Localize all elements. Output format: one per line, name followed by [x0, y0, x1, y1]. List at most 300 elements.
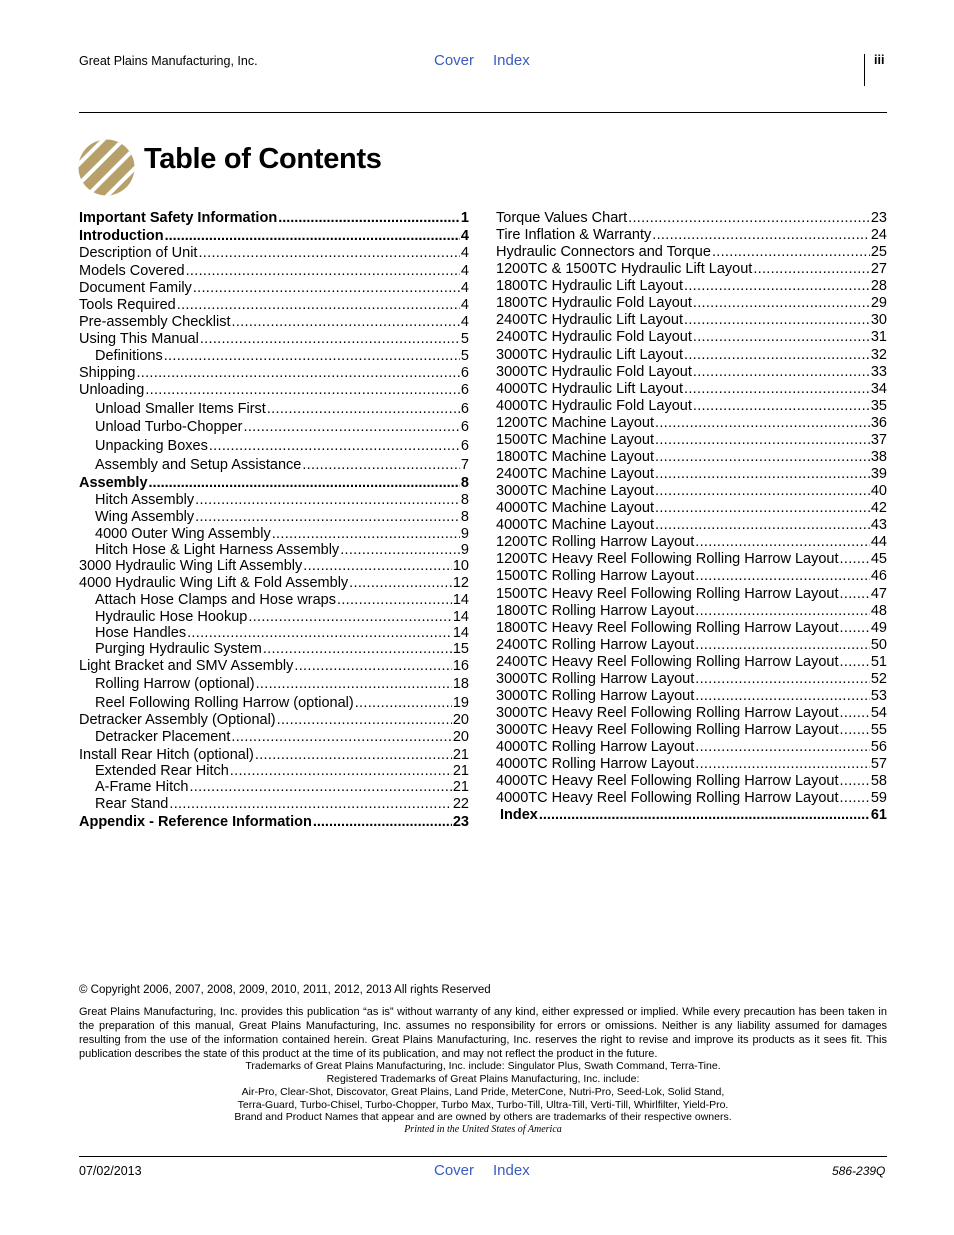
- toc-entry[interactable]: [79, 263, 469, 280]
- toc-entry[interactable]: [95, 542, 469, 559]
- toc-entry[interactable]: [496, 381, 887, 398]
- toc-entry[interactable]: [79, 712, 469, 729]
- toc-leader-dots: [263, 641, 452, 658]
- toc-entry-label: Models Covered: [79, 263, 185, 279]
- toc-entry[interactable]: [79, 814, 469, 831]
- toc-entry-page: 6: [460, 438, 469, 454]
- toc-entry-label: Unload Turbo-Chopper: [95, 419, 243, 435]
- toc-entry-page: 4: [460, 245, 469, 261]
- toc-leader-dots: [255, 747, 452, 764]
- toc-leader-dots: [294, 658, 451, 675]
- header-company-name: Great Plains Manufacturing, Inc.: [79, 54, 258, 68]
- toc-entry-page: 8: [460, 509, 469, 525]
- toc-leader-dots: [695, 671, 870, 688]
- toc-leader-dots: [340, 542, 460, 559]
- toc-entry[interactable]: [95, 457, 469, 474]
- toc-entry-label: 3000TC Hydraulic Fold Layout: [496, 364, 692, 380]
- toc-entry[interactable]: [79, 382, 469, 399]
- toc-entry-page: 18: [452, 676, 469, 692]
- toc-entry[interactable]: [79, 575, 469, 592]
- toc-leader-dots: [277, 712, 452, 729]
- toc-entry-page: 21: [452, 779, 469, 795]
- toc-leader-dots: [303, 558, 452, 575]
- toc-leader-dots: [189, 779, 451, 796]
- toc-leader-dots: [693, 398, 870, 415]
- toc-leader-dots: [695, 534, 870, 551]
- toc-leader-dots: [840, 773, 870, 790]
- toc-entry-label: Using This Manual: [79, 331, 199, 347]
- toc-entry[interactable]: [496, 722, 887, 739]
- toc-entry[interactable]: [496, 415, 887, 432]
- trademarks-line: Trademarks of Great Plains Manufacturing, Inc. include: Singulator Plus, Swath Command, Terra-Tine.: [245, 1060, 721, 1072]
- toc-entry[interactable]: [496, 620, 887, 637]
- toc-entry-page: 15: [452, 641, 469, 657]
- toc-entry-page: 36: [870, 415, 887, 431]
- toc-entry[interactable]: [95, 592, 469, 609]
- toc-entry-page: 27: [870, 261, 887, 277]
- toc-entry[interactable]: [79, 314, 469, 331]
- header-divider: [864, 54, 865, 86]
- toc-entry-label: Description of Unit: [79, 245, 198, 261]
- toc-entry[interactable]: [95, 419, 469, 436]
- toc-entry[interactable]: [496, 295, 887, 312]
- toc-entry-page: 14: [452, 592, 469, 608]
- toc-entry[interactable]: [95, 796, 469, 813]
- toc-entry-label: 1800TC Hydraulic Lift Layout: [496, 278, 683, 294]
- toc-leader-dots: [248, 609, 452, 626]
- toc-leader-dots: [693, 329, 870, 346]
- toc-leader-dots: [840, 705, 870, 722]
- toc-entry[interactable]: [496, 773, 887, 790]
- toc-entry-page: 34: [870, 381, 887, 397]
- toc-leader-dots: [186, 263, 460, 280]
- toc-entry[interactable]: [95, 695, 469, 712]
- toc-entry-page: 47: [870, 586, 887, 602]
- toc-entry-page: 53: [870, 688, 887, 704]
- toc-entry[interactable]: [500, 807, 887, 824]
- toc-entry-page: 7: [460, 457, 469, 473]
- toc-leader-dots: [655, 449, 870, 466]
- toc-entry-page: 59: [870, 790, 887, 806]
- toc-entry-label: 1500TC Machine Layout: [496, 432, 654, 448]
- toc-leader-dots: [136, 365, 459, 382]
- toc-leader-dots: [753, 261, 870, 278]
- toc-entry-page: 6: [460, 419, 469, 435]
- toc-entry[interactable]: [95, 401, 469, 418]
- toc-entry[interactable]: [95, 492, 469, 509]
- toc-entry-page: 51: [870, 654, 887, 670]
- toc-leader-dots: [177, 297, 460, 314]
- toc-entry-label: Assembly: [79, 475, 148, 491]
- toc-entry-label: Unloading: [79, 382, 145, 398]
- toc-entry-label: 4000TC Hydraulic Lift Layout: [496, 381, 683, 397]
- toc-entry-page: 20: [452, 729, 469, 745]
- toc-entry-page: 35: [870, 398, 887, 414]
- toc-entry-label: Shipping: [79, 365, 136, 381]
- toc-leader-dots: [230, 763, 452, 780]
- toc-entry-page: 9: [460, 542, 469, 558]
- toc-entry[interactable]: [79, 331, 469, 348]
- toc-entry-label: 2400TC Heavy Reel Following Rolling Harrow Layout: [496, 654, 839, 670]
- toc-leader-dots: [302, 457, 460, 474]
- toc-leader-dots: [695, 568, 870, 585]
- toc-entry-page: 4: [460, 314, 469, 330]
- toc-entry-label: 1800TC Machine Layout: [496, 449, 654, 465]
- toc-entry-label: 4000TC Hydraulic Fold Layout: [496, 398, 692, 414]
- toc-entry-label: Torque Values Chart: [496, 210, 628, 226]
- toc-entry[interactable]: [496, 603, 887, 620]
- toc-entry-label: Hydraulic Hose Hookup: [95, 609, 248, 625]
- toc-entry-page: 50: [870, 637, 887, 653]
- toc-entry[interactable]: [79, 245, 469, 262]
- toc-leader-dots: [149, 475, 460, 492]
- toc-entry-label: 4000TC Heavy Reel Following Rolling Harrow Layout: [496, 790, 839, 806]
- toc-entry-label: 2400TC Hydraulic Lift Layout: [496, 312, 683, 328]
- toc-entry[interactable]: [95, 763, 469, 780]
- toc-entry-page: 10: [452, 558, 469, 574]
- brand-names-line: Brand and Product Names that appear and are owned by others are trademarks of their respective owners.: [234, 1111, 732, 1123]
- header-rule: [79, 112, 887, 113]
- toc-entry-page: 33: [870, 364, 887, 380]
- toc-entry-page: 30: [870, 312, 887, 328]
- toc-entry[interactable]: [496, 790, 887, 807]
- header-index-link[interactable]: Index: [493, 52, 530, 69]
- toc-entry[interactable]: [95, 609, 469, 626]
- toc-leader-dots: [684, 381, 870, 398]
- toc-entry-label: Hitch Assembly: [95, 492, 195, 508]
- toc-entry-label: 2400TC Rolling Harrow Layout: [496, 637, 695, 653]
- toc-leader-dots: [272, 526, 460, 543]
- page-number: iii: [874, 53, 885, 67]
- toc-entry[interactable]: [496, 637, 887, 654]
- toc-entry[interactable]: [496, 398, 887, 415]
- toc-entry-label: Detracker Placement: [95, 729, 231, 745]
- registered-list-line-1: Air-Pro, Clear-Shot, Discovator, Great Plains, Land Pride, MeterCone, Nutri-Pro, Seed-Lok, Solid Stand,: [241, 1086, 725, 1098]
- toc-entry-label: 3000 Hydraulic Wing Lift Assembly: [79, 558, 303, 574]
- footer-index-link[interactable]: Index: [493, 1162, 530, 1179]
- toc-entry-label: 4000TC Heavy Reel Following Rolling Harrow Layout: [496, 773, 839, 789]
- toc-entry-label: Hitch Hose & Light Harness Assembly: [95, 542, 340, 558]
- toc-entry-page: 12: [452, 575, 469, 591]
- toc-entry[interactable]: [496, 227, 887, 244]
- toc-entry-page: 14: [452, 609, 469, 625]
- toc-leader-dots: [165, 228, 460, 245]
- toc-entry-label: 1800TC Rolling Harrow Layout: [496, 603, 695, 619]
- toc-entry-label: 1200TC & 1500TC Hydraulic Lift Layout: [496, 261, 753, 277]
- toc-entry[interactable]: [496, 210, 887, 227]
- toc-entry[interactable]: [496, 517, 887, 534]
- toc-entry-page: 61: [870, 807, 887, 823]
- toc-leader-dots: [193, 280, 460, 297]
- toc-entry-label: Rolling Harrow (optional): [95, 676, 255, 692]
- toc-entry-label: 1200TC Machine Layout: [496, 415, 654, 431]
- toc-leader-dots: [840, 790, 870, 807]
- toc-entry-page: 38: [870, 449, 887, 465]
- toc-entry-page: 43: [870, 517, 887, 533]
- toc-entry-label: Tire Inflation & Warranty: [496, 227, 652, 243]
- toc-entry[interactable]: [79, 297, 469, 314]
- toc-leader-dots: [655, 432, 870, 449]
- toc-entry[interactable]: [95, 509, 469, 526]
- toc-entry[interactable]: [496, 500, 887, 517]
- toc-leader-dots: [655, 415, 870, 432]
- toc-entry[interactable]: [496, 551, 887, 568]
- toc-entry[interactable]: [496, 466, 887, 483]
- toc-entry[interactable]: [496, 586, 887, 603]
- toc-entry-label: Introduction: [79, 228, 164, 244]
- toc-entry-label: Important Safety Information: [79, 210, 278, 226]
- toc-leader-dots: [840, 551, 870, 568]
- toc-entry[interactable]: [95, 348, 469, 365]
- toc-entry-page: 54: [870, 705, 887, 721]
- toc-entry-page: 4: [460, 280, 469, 296]
- toc-entry-page: 45: [870, 551, 887, 567]
- toc-entry-page: 25: [870, 244, 887, 260]
- toc-leader-dots: [695, 739, 870, 756]
- toc-entry-page: 57: [870, 756, 887, 772]
- toc-entry[interactable]: [79, 365, 469, 382]
- toc-entry-page: 4: [460, 263, 469, 279]
- toc-entry-label: Install Rear Hitch (optional): [79, 747, 254, 763]
- toc-entry-page: 1: [460, 210, 469, 226]
- toc-entry[interactable]: [496, 534, 887, 551]
- toc-entry-page: 8: [460, 492, 469, 508]
- toc-entry-page: 4: [460, 228, 469, 244]
- toc-entry-label: Pre-assembly Checklist: [79, 314, 231, 330]
- toc-leader-dots: [655, 517, 870, 534]
- toc-entry-label: Extended Rear Hitch: [95, 763, 229, 779]
- toc-leader-dots: [840, 722, 870, 739]
- toc-entry[interactable]: [496, 654, 887, 671]
- toc-leader-dots: [684, 347, 870, 364]
- toc-entry-label: 1800TC Hydraulic Fold Layout: [496, 295, 692, 311]
- legal-disclaimer: Great Plains Manufacturing, Inc. provides this publication “as is” without warranty of any kind, either expressed or implied. While every precaution has been taken in the preparation of this manual, Great Plains Manufacturing, Inc. assumes no responsibility for errors or omissions. Neither is any liability assumed for damages resulting from the use of the information contained herein. Great Plains Manufacturing, Inc. reserves the right to revise and improve its products as it sees fit. This publication describes the state of this product at the time of its publication, and may not reflect the product in the future.: [79, 1006, 887, 1060]
- toc-entry-label: 1200TC Heavy Reel Following Rolling Harrow Layout: [496, 551, 839, 567]
- toc-entry-page: 6: [460, 365, 469, 381]
- toc-entry-page: 58: [870, 773, 887, 789]
- toc-leader-dots: [840, 620, 870, 637]
- toc-leader-dots: [840, 654, 870, 671]
- toc-leader-dots: [695, 688, 870, 705]
- toc-leader-dots: [712, 244, 870, 261]
- toc-entry-label: 1800TC Heavy Reel Following Rolling Harrow Layout: [496, 620, 839, 636]
- registered-trademarks-line: Registered Trademarks of Great Plains Manufacturing, Inc. include:: [326, 1073, 640, 1085]
- toc-leader-dots: [337, 592, 452, 609]
- toc-leader-dots: [840, 586, 870, 603]
- toc-entry[interactable]: [496, 568, 887, 585]
- toc-entry-page: 22: [452, 796, 469, 812]
- toc-entry-label: 4000TC Machine Layout: [496, 517, 654, 533]
- toc-entry-label: A-Frame Hitch: [95, 779, 189, 795]
- toc-entry[interactable]: [496, 756, 887, 773]
- toc-entry-label: Appendix - Reference Information: [79, 814, 312, 830]
- toc-entry-label: 2400TC Hydraulic Fold Layout: [496, 329, 692, 345]
- toc-entry-label: 4000TC Rolling Harrow Layout: [496, 756, 695, 772]
- toc-entry-page: 5: [460, 331, 469, 347]
- toc-entry[interactable]: [496, 329, 887, 346]
- toc-leader-dots: [267, 401, 460, 418]
- toc-entry[interactable]: [496, 739, 887, 756]
- toc-entry-label: Purging Hydraulic System: [95, 641, 262, 657]
- toc-leader-dots: [539, 807, 870, 824]
- toc-leader-dots: [169, 796, 452, 813]
- toc-entry-page: 24: [870, 227, 887, 243]
- toc-entry[interactable]: [79, 280, 469, 297]
- toc-entry[interactable]: [496, 432, 887, 449]
- footer-date: 07/02/2013: [79, 1164, 142, 1178]
- toc-entry-label: 4000TC Machine Layout: [496, 500, 654, 516]
- toc-entry-page: 31: [870, 329, 887, 345]
- toc-entry-label: Rear Stand: [95, 796, 169, 812]
- toc-entry[interactable]: [95, 438, 469, 455]
- toc-entry[interactable]: [95, 779, 469, 796]
- document-code: 586-239Q: [832, 1164, 886, 1178]
- toc-entry-page: 8: [460, 475, 469, 491]
- toc-entry-page: 42: [870, 500, 887, 516]
- toc-entry-label: Assembly and Setup Assistance: [95, 457, 302, 473]
- toc-entry-label: Tools Required: [79, 297, 176, 313]
- toc-leader-dots: [684, 278, 870, 295]
- toc-entry-label: 1500TC Heavy Reel Following Rolling Harrow Layout: [496, 586, 839, 602]
- toc-entry-label: Unload Smaller Items First: [95, 401, 266, 417]
- toc-entry-page: 5: [460, 348, 469, 364]
- toc-leader-dots: [628, 210, 870, 227]
- toc-entry[interactable]: [496, 278, 887, 295]
- toc-entry-label: 4000TC Rolling Harrow Layout: [496, 739, 695, 755]
- toc-entry-page: 6: [460, 401, 469, 417]
- toc-entry[interactable]: [496, 483, 887, 500]
- footer-cover-link[interactable]: Cover: [434, 1162, 475, 1179]
- toc-entry-label: Definitions: [95, 348, 163, 364]
- toc-entry[interactable]: [79, 747, 469, 764]
- printed-in-line: Printed in the United States of America: [404, 1124, 562, 1135]
- registered-list-line-2: Terra-Guard, Turbo-Chisel, Turbo-Chopper, Turbo Max, Turbo-Till, Ultra-Till, Verti-Till, Whirlfilter, Yield-Pro.: [237, 1099, 729, 1111]
- toc-entry[interactable]: [95, 729, 469, 746]
- toc-entry[interactable]: [496, 244, 887, 261]
- toc-leader-dots: [145, 382, 460, 399]
- toc-entry-label: Index: [500, 807, 538, 823]
- toc-entry-label: Hose Handles: [95, 625, 187, 641]
- toc-entry-page: 48: [870, 603, 887, 619]
- toc-leader-dots: [195, 492, 460, 509]
- toc-entry-page: 9: [460, 526, 469, 542]
- toc-entry[interactable]: [496, 449, 887, 466]
- toc-entry-page: 49: [870, 620, 887, 636]
- toc-entry[interactable]: [79, 658, 469, 675]
- toc-leader-dots: [349, 575, 452, 592]
- toc-entry-label: Unpacking Boxes: [95, 438, 208, 454]
- page-title: Table of Contents: [144, 143, 382, 175]
- toc-entry-page: 19: [452, 695, 469, 711]
- toc-entry-label: 1500TC Rolling Harrow Layout: [496, 568, 695, 584]
- toc-leader-dots: [244, 419, 460, 436]
- toc-entry-label: Wing Assembly: [95, 509, 195, 525]
- toc-entry[interactable]: [496, 261, 887, 278]
- toc-leader-dots: [355, 695, 452, 712]
- toc-leader-dots: [232, 314, 460, 331]
- toc-leader-dots: [164, 348, 460, 365]
- toc-entry-page: 32: [870, 347, 887, 363]
- toc-entry-page: 29: [870, 295, 887, 311]
- toc-entry[interactable]: [79, 475, 469, 492]
- toc-entry-page: 39: [870, 466, 887, 482]
- toc-entry[interactable]: [496, 705, 887, 722]
- toc-entry-page: 6: [460, 382, 469, 398]
- toc-entry-page: 14: [452, 625, 469, 641]
- toc-entry-label: 3000TC Machine Layout: [496, 483, 654, 499]
- copyright-notice: © Copyright 2006, 2007, 2008, 2009, 2010, 2011, 2012, 2013 All rights Reserved: [79, 984, 491, 996]
- toc-entry-label: Attach Hose Clamps and Hose wraps: [95, 592, 336, 608]
- toc-leader-dots: [195, 509, 460, 526]
- toc-entry[interactable]: [95, 676, 469, 693]
- toc-entry[interactable]: [496, 688, 887, 705]
- toc-leader-dots: [209, 438, 460, 455]
- great-plains-logo-icon: [78, 139, 135, 196]
- toc-entry[interactable]: [79, 558, 469, 575]
- toc-entry-label: Detracker Assembly (Optional): [79, 712, 276, 728]
- toc-leader-dots: [655, 500, 870, 517]
- toc-entry-label: 3000TC Rolling Harrow Layout: [496, 688, 695, 704]
- toc-entry-label: 2400TC Machine Layout: [496, 466, 654, 482]
- toc-entry-label: Hydraulic Connectors and Torque: [496, 244, 711, 260]
- toc-entry-page: 23: [870, 210, 887, 226]
- toc-entry-page: 21: [452, 747, 469, 763]
- toc-entry[interactable]: [496, 347, 887, 364]
- toc-leader-dots: [200, 331, 460, 348]
- toc-entry-page: 56: [870, 739, 887, 755]
- toc-leader-dots: [278, 210, 460, 227]
- toc-leader-dots: [187, 625, 452, 642]
- toc-entry[interactable]: [79, 228, 469, 245]
- toc-entry-label: 3000TC Heavy Reel Following Rolling Harrow Layout: [496, 705, 839, 721]
- toc-entry-page: 46: [870, 568, 887, 584]
- toc-entry-page: 21: [452, 763, 469, 779]
- toc-entry[interactable]: [95, 526, 469, 543]
- toc-leader-dots: [313, 814, 452, 831]
- toc-entry-page: 4: [460, 297, 469, 313]
- toc-entry[interactable]: [496, 364, 887, 381]
- toc-entry-page: 23: [452, 814, 469, 830]
- toc-entry-label: 3000TC Rolling Harrow Layout: [496, 671, 695, 687]
- toc-entry[interactable]: [79, 210, 469, 227]
- toc-entry-label: 3000TC Hydraulic Lift Layout: [496, 347, 683, 363]
- toc-entry-label: 3000TC Heavy Reel Following Rolling Harrow Layout: [496, 722, 839, 738]
- toc-leader-dots: [256, 676, 452, 693]
- toc-leader-dots: [652, 227, 870, 244]
- toc-entry-label: Document Family: [79, 280, 192, 296]
- toc-entry-page: 28: [870, 278, 887, 294]
- toc-entry-page: 55: [870, 722, 887, 738]
- header-cover-link[interactable]: Cover: [434, 52, 475, 69]
- toc-leader-dots: [231, 729, 451, 746]
- toc-entry-page: 52: [870, 671, 887, 687]
- toc-leader-dots: [655, 466, 870, 483]
- toc-entry[interactable]: [95, 641, 469, 658]
- toc-leader-dots: [198, 245, 459, 262]
- toc-entry[interactable]: [496, 312, 887, 329]
- toc-entry-page: 20: [452, 712, 469, 728]
- toc-entry-page: 44: [870, 534, 887, 550]
- toc-leader-dots: [693, 295, 870, 312]
- toc-entry[interactable]: [496, 671, 887, 688]
- toc-entry-page: 16: [452, 658, 469, 674]
- toc-entry-label: 4000 Hydraulic Wing Lift & Fold Assembly: [79, 575, 349, 591]
- toc-entry-label: Reel Following Rolling Harrow (optional): [95, 695, 354, 711]
- toc-entry[interactable]: [95, 625, 469, 642]
- toc-leader-dots: [695, 637, 870, 654]
- toc-entry-page: 40: [870, 483, 887, 499]
- toc-leader-dots: [655, 483, 870, 500]
